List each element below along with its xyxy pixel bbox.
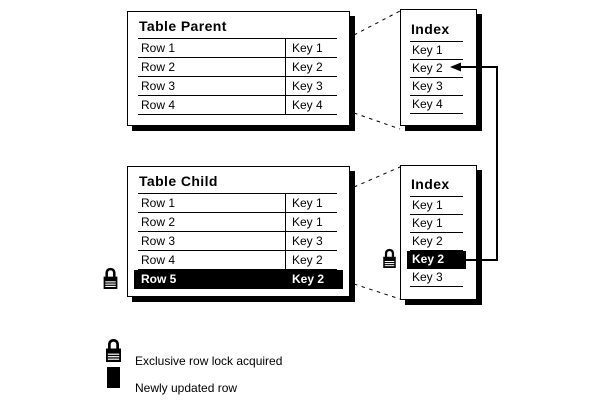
parent-index-rows bbox=[410, 41, 463, 114]
parent-index-dashed-link-top bbox=[354, 11, 400, 35]
child-index-title: Index bbox=[411, 176, 450, 192]
parent-index-box bbox=[400, 9, 477, 126]
child-table-title: Table Child bbox=[139, 173, 218, 189]
index-key-row: Key 3 bbox=[410, 269, 463, 287]
key-label: Key 2 bbox=[285, 58, 337, 76]
table-row bbox=[138, 213, 337, 232]
row-label: Row 3 bbox=[141, 234, 176, 248]
parent-index-dashed-link-bottom bbox=[354, 113, 400, 129]
parent-table-box bbox=[127, 11, 350, 126]
index-key-row-arrow-target: Key 2 bbox=[410, 60, 463, 78]
table-row bbox=[138, 96, 337, 115]
child-table-rows bbox=[138, 193, 337, 289]
key-label: Key 3 bbox=[285, 232, 337, 250]
row-label: Row 4 bbox=[141, 253, 176, 267]
parent-table-title: Table Parent bbox=[139, 18, 227, 34]
index-key-row: Key 1 bbox=[410, 197, 463, 215]
key-label: Key 2 bbox=[285, 270, 337, 288]
legend-label-updated: Newly updated row bbox=[135, 381, 238, 395]
child-index-dashed-link-bottom bbox=[354, 284, 400, 299]
row-label: Row 2 bbox=[141, 215, 176, 229]
row-label: Row 2 bbox=[141, 60, 176, 74]
child-index-dashed-link-top bbox=[354, 167, 400, 187]
key-label: Key 3 bbox=[285, 77, 337, 95]
child-table-box bbox=[127, 166, 350, 297]
child-index-box bbox=[400, 165, 477, 300]
table-row bbox=[138, 251, 337, 270]
index-key-row: Key 2 bbox=[410, 233, 463, 251]
index-key-row: Key 3 bbox=[410, 78, 463, 96]
legend-label-lock: Exclusive row lock acquired bbox=[135, 354, 283, 368]
table-row bbox=[138, 194, 337, 213]
index-key-row-newly-updated: Key 2 bbox=[407, 251, 466, 269]
table-row bbox=[138, 232, 337, 251]
parent-table-rows bbox=[138, 38, 337, 115]
index-key-row: Key 1 bbox=[410, 215, 463, 233]
key-label: Key 1 bbox=[285, 39, 337, 57]
table-row bbox=[138, 58, 337, 77]
row-label: Row 1 bbox=[141, 196, 176, 210]
key-label: Key 1 bbox=[285, 213, 337, 231]
index-key-row: Key 1 bbox=[410, 42, 463, 60]
lock-icon bbox=[106, 338, 121, 362]
row-label: Row 4 bbox=[141, 98, 176, 112]
lock-icon bbox=[383, 248, 396, 268]
child-index-rows bbox=[410, 196, 463, 287]
key-label: Key 2 bbox=[285, 251, 337, 269]
index-key-row: Key 4 bbox=[410, 96, 463, 114]
key-label: Key 1 bbox=[285, 194, 337, 212]
row-label: Row 5 bbox=[141, 272, 177, 286]
parent-index-title: Index bbox=[411, 21, 450, 37]
table-row bbox=[138, 39, 337, 58]
table-row-newly-updated bbox=[134, 270, 343, 289]
row-label: Row 3 bbox=[141, 79, 176, 93]
key-label: Key 4 bbox=[285, 96, 337, 114]
updated-row-swatch bbox=[107, 367, 120, 388]
table-row bbox=[138, 77, 337, 96]
row-label: Row 1 bbox=[141, 41, 176, 55]
lock-icon bbox=[103, 267, 118, 289]
